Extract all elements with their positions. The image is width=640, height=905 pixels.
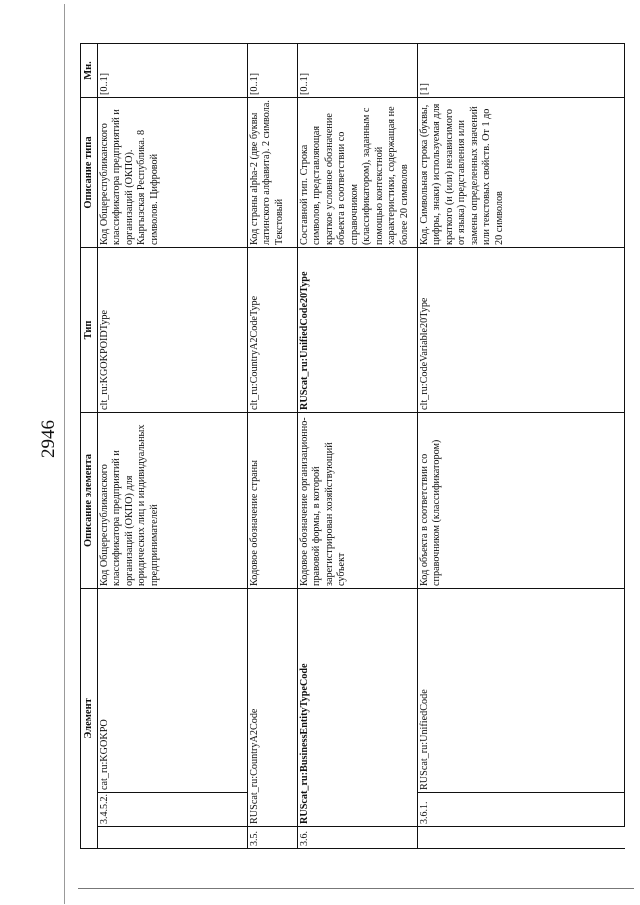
row-multiplicity: [0..1] (248, 44, 298, 98)
row-type-description: Код страны alpha-2 (две буквы латинского алфавита). 2 символа. Текстовый (248, 98, 298, 248)
table-header-row (81, 44, 98, 849)
row-element: RUScat_ru:UnifiedCode (418, 589, 625, 793)
page-number: 2946 (38, 420, 59, 458)
row-type: clt_ru:CodeVariable20Type (418, 248, 625, 413)
row-element-description: Код Общереспубликанского классификатора предприятий и организаций (ОКПО) для юридических лиц и индивидуальных предпринимателей (98, 413, 248, 589)
table-row (98, 44, 248, 849)
header-element-description: Описание элемента (81, 413, 98, 589)
row-number: 3.5. (248, 827, 298, 849)
header-type: Тип (81, 248, 98, 413)
table-row (298, 44, 418, 849)
row-number: 3.6.1. (418, 793, 625, 827)
row-number: 3.4.5.2. (98, 793, 248, 827)
header-type-description: Описание типа (81, 98, 98, 248)
row-type-description: Код. Символьная строка (буквы, цифры, знаки) используемая для краткого (и (или) независимого от языка) представления или замены определенных значений или текстовых свойств. От 1 до 20 символов (418, 98, 625, 248)
indent-cell (418, 827, 625, 849)
row-element-description: Кодовое обозначение организационно-правовой формы, в которой зарегистрирован хозяйствующий субъект (298, 413, 418, 589)
indent-cell (98, 827, 248, 849)
row-element-description: Код объекта в соответствии со справочником (классификатором) (418, 413, 625, 589)
row-type-description: Составной тип. Строка символов, представляющая краткое условное обозначение объекта в соответствии со справочником (классификатором), заданным с помощью контекстной характеристики, содержащая не более 20 символов (298, 98, 418, 248)
row-type-description: Код Общереспубликанского классификатора предприятий и организаций (ОКПО). Кыргызская Республика. 8 символов. Цифровой (98, 98, 248, 248)
row-number: 3.6. (298, 827, 418, 849)
row-type: RUScat_ru:UnifiedCode20Type (298, 248, 418, 413)
row-multiplicity: [0..1] (98, 44, 248, 98)
element-table (80, 43, 625, 849)
rotated-table-page (80, 44, 625, 849)
row-element: RUScat_ru:CountryA2Code (248, 589, 298, 827)
row-multiplicity: [0..1] (298, 44, 418, 98)
row-element: RUScat_ru:BusinessEntityTypeCode (298, 589, 418, 827)
scan-edge-line-bottom (78, 888, 634, 889)
row-type: clt_ru:KGOKPOIDType (98, 248, 248, 413)
table-row (248, 44, 298, 849)
row-element: cat_ru:KGOKPO (98, 589, 248, 793)
scan-edge-line-top (64, 4, 65, 904)
header-multiplicity: Мн. (81, 44, 98, 98)
row-type: clt_ru:CountryA2CodeType (248, 248, 298, 413)
header-element: Элемент (81, 589, 98, 849)
row-multiplicity: [1] (418, 44, 625, 98)
table-row (418, 44, 625, 849)
row-element-description: Кодовое обозначение страны (248, 413, 298, 589)
